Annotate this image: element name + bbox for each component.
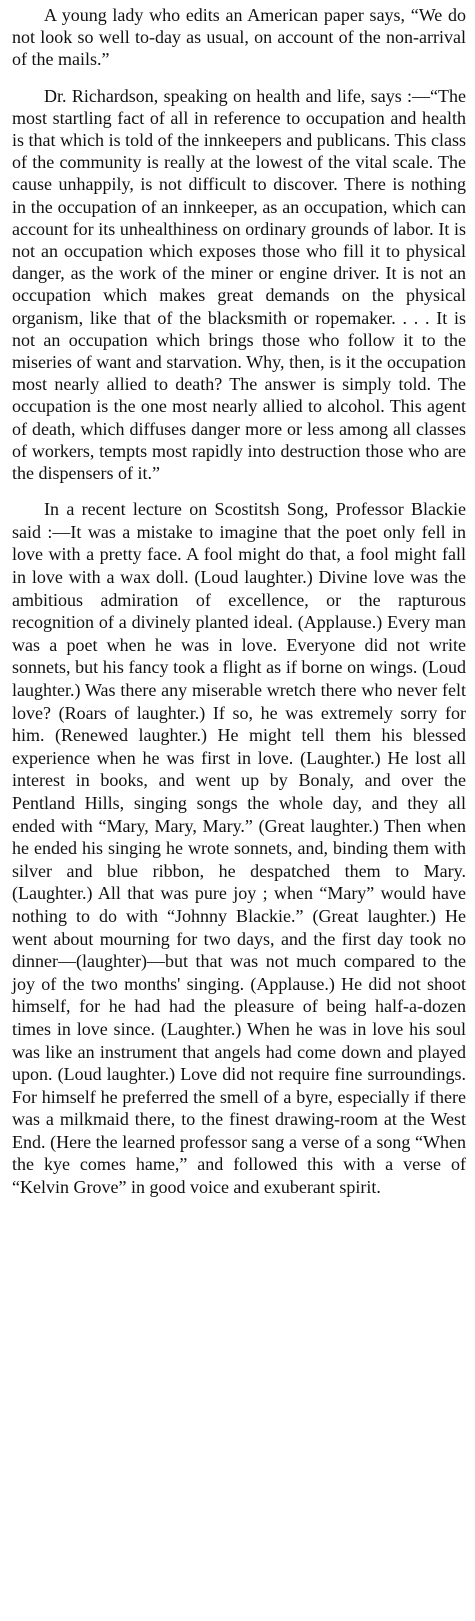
paragraph-richardson-innkeepers: Dr. Richardson, speaking on health and life, says :—“The most startling fact of all in reference to occupation and health is that which is told of the innkeepers and publicans. This class of the community is really at the lowest of the vital scale. The cause unhappily, is not difficult to discover. There is nothing in the occupation of an innkeeper, as an occupation, which can account for its unhealthiness on ordinary grounds of labor. It is not an occupation which exposes those who fill it to physical danger, as the work of the miner or engine driver. It is not an occupation which makes great demands on the physical organism, like that of the blacksmith or ropemaker. . . . It is not an occupation which brings those who follow it to the miseries of want and starvation. Why, then, is it the occupation most nearly allied to death? The answer is simply told. The occupation is the one most nearly allied to alcohol. This agent of death, which diffuses danger more or less among all classes of workers, tempts most rapidly into destruction those who are the dispensers of it.” bbox=[12, 85, 466, 484]
paragraph-blackie-scottish-song: In a recent lecture on Scostitsh Song, Professor Blackie said :—It was a mistake to imagine that the poet only fell in love with a pretty face. A fool might do that, a fool might fall in love with a wax doll. (Loud laughter.) Divine love was the ambitious admiration of excellence, or the rapturous recognition of a divinely planted ideal. (Applause.) Every man was a poet when he was in love. Everyone did not write sonnets, but his fancy took a flight as if borne on wings. (Loud laughter.) Was there any miserable wretch there who never felt love? (Roars of laughter.) If so, he was extremely sorry for him. (Renewed laughter.) He might tell them his blessed experience when he was first in love. (Laughter.) He lost all interest in books, and went up by Bonaly, and over the Pentland Hills, singing songs the whole day, and they all ended with “Mary, Mary, Mary.” (Great laughter.) Then when he ended his singing he wrote sonnets, and, binding them with silver and blue ribbon, he despatched them to Mary. (Laughter.) All that was pure joy ; when “Mary” would have nothing to do with “Johnny Blackie.” (Great laughter.) He went about mourning for two days, and the first day took no dinner—(laughter)—but that was not much compared to the joy of the two months' singing. (Applause.) He did not shoot himself, for he had had the pleasure of being half-a-dozen times in love since. (Laughter.) When he was in love his soul was like an instrument that angels had come down and played upon. (Loud laughter.) Love did not require fine surroundings. For himself he preferred the smell of a byre, especially if there was a milkmaid there, to the finest drawing-room at the West End. (Here the learned professor sang a verse of a song “When the kye comes hame,” and followed this with a verse of “Kelvin Grove” in good voice and exuberant spirit. bbox=[12, 499, 466, 1198]
paragraph-american-paper: A young lady who edits an American paper says, “We do not look so well to-day as usual, on account of the non-arrival of the mails.” bbox=[12, 5, 466, 70]
